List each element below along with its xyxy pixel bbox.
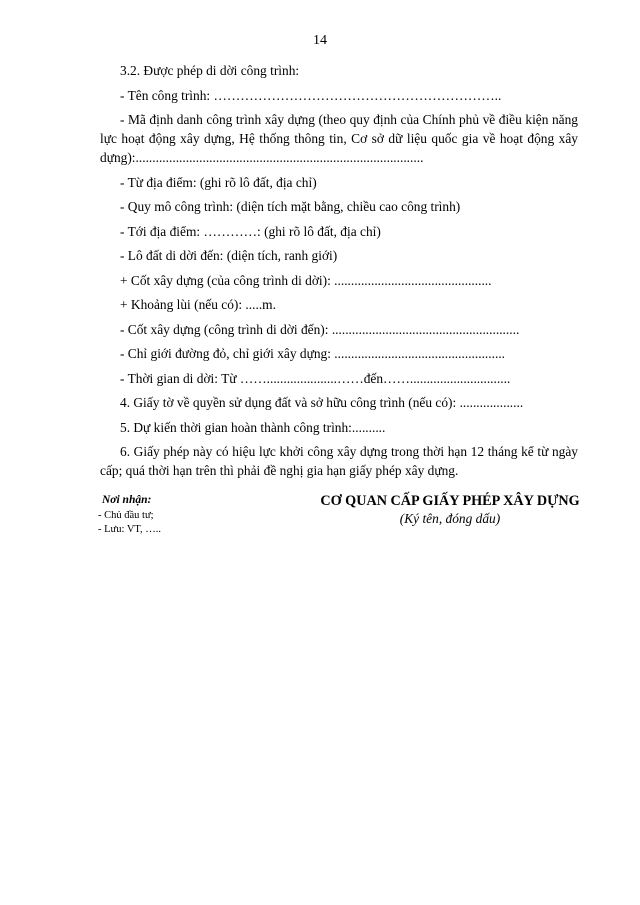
field-building-level-destination: - Cốt xây dựng (công trình di dời đến): ........................................................: [120, 321, 520, 337]
field-to-location: - Tới địa điểm: …………: (ghi rõ lô đất, địa chỉ): [120, 223, 381, 239]
field-boundary-lines: - Chỉ giới đường đỏ, chỉ giới xây dựng: ...................................................: [120, 346, 506, 361]
recipient-item: - Lưu: VT, …..: [98, 524, 162, 535]
field-project-name: - Tên công trình: ………………………………………………………..: [120, 87, 502, 103]
field-destination-lot: - Lô đất di dời đến: (diện tích, ranh giới): [120, 248, 338, 263]
document-body: [100, 61, 578, 486]
field-project-identifier: - Mã định danh công trình xây dựng (theo quy định của Chính phủ về điều kiện năng lực hoạt động xây dựng, Hệ thống thông tin, Cơ sở dữ liệu quốc gia về hoạt động xây dựng):......................................................................................: [100, 112, 578, 165]
section-heading-relocation: 3.2. Được phép di dời công trình:: [120, 63, 300, 78]
field-building-level-relocated: + Cốt xây dựng (của công trình di dời): ...............................................: [120, 272, 492, 288]
signature-note: (Ký tên, đóng dấu): [399, 511, 501, 526]
field-relocation-period: - Thời gian di dời: Từ …….....................……đến……..............................: [120, 370, 511, 386]
recipients-block: [98, 493, 161, 537]
section-expected-completion: 5. Dự kiến thời gian hoàn thành công trình:..........: [120, 419, 386, 435]
section-permit-validity: 6. Giấy phép này có hiệu lực khởi công xây dựng trong thời hạn 12 tháng kể từ ngày cấp; quá thời hạn trên thì phải đề nghị gia hạn giấy phép xây dựng.: [100, 444, 578, 478]
field-from-location: - Từ địa điểm: (ghi rõ lô đất, địa chỉ): [120, 174, 317, 190]
section-land-documents: 4. Giấy tờ về quyền sử dụng đất và sở hữu công trình (nếu có): ...................: [120, 395, 524, 410]
recipients-title: Nơi nhận:: [102, 494, 152, 506]
field-setback: + Khoảng lùi (nếu có): .....m.: [120, 297, 276, 312]
recipient-item: - Chủ đầu tư;: [98, 510, 154, 521]
page-number: 14: [313, 33, 327, 48]
issuing-authority-title: CƠ QUAN CẤP GIẤY PHÉP XÂY DỰNG: [320, 493, 580, 509]
field-project-scale: - Quy mô công trình: (diện tích mặt bằng, chiều cao công trình): [120, 199, 461, 214]
signature-block: [300, 492, 600, 528]
